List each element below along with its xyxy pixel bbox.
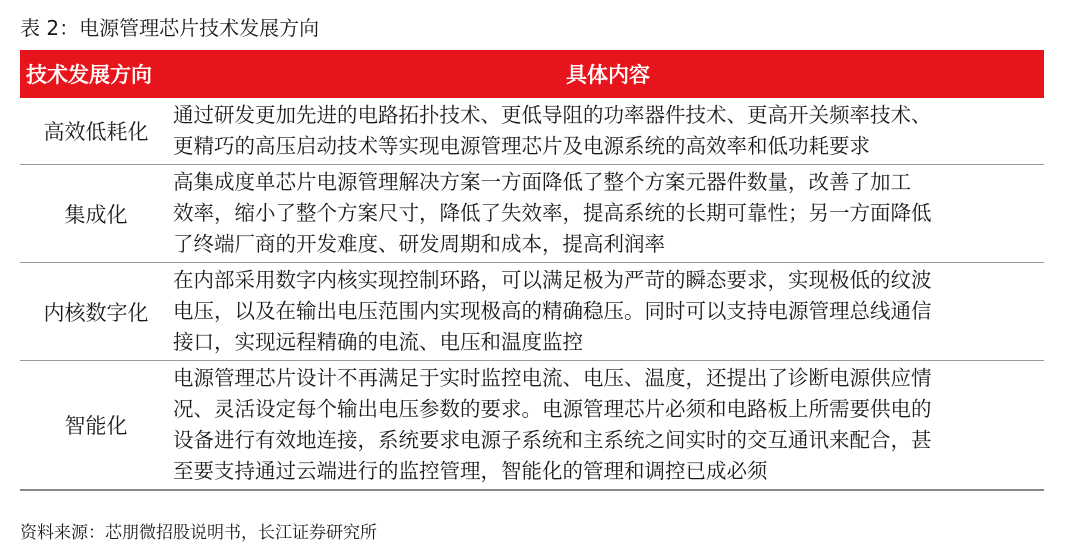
- row-direction: 内核数字化: [43, 300, 149, 325]
- table-row: [20, 165, 1044, 263]
- header-direction: 技术发展方向: [26, 63, 152, 87]
- content-line: 至要支持通过云端进行的监控管理，智能化的管理和调控已成必须: [173, 459, 768, 483]
- table-caption: 表 2：电源管理芯片技术发展方向: [20, 16, 320, 40]
- header-content: 具体内容: [566, 63, 650, 87]
- table-row: [20, 263, 1044, 361]
- table-header: [20, 50, 1044, 98]
- row-content: [172, 361, 1044, 489]
- row-content: [172, 98, 1044, 164]
- row-direction: 集成化: [64, 202, 128, 227]
- content-line: 设备进行有效地连接，系统要求电源子系统和主系统之间实时的交互通讯来配合，甚: [173, 428, 932, 452]
- table-row: [20, 98, 1044, 165]
- content-line: 通过研发更加先进的电路拓扑技术、更低导阻的功率器件技术、更高开关频率技术、: [173, 103, 932, 127]
- content-line: 况、灵活设定每个输出电压参数的要求。电源管理芯片必须和电路板上所需要供电的: [173, 397, 932, 421]
- row-direction: 高效低耗化: [43, 120, 149, 144]
- row-content: [172, 165, 1044, 262]
- content-line: 在内部采用数字内核实现控制环路，可以满足极为严苛的瞬态要求，实现极低的纹波: [173, 268, 932, 292]
- table-row: [20, 361, 1044, 491]
- row-direction: 智能化: [64, 414, 128, 438]
- content-line: 更精巧的高压启动技术等实现电源管理芯片及电源系统的高效率和低功耗要求: [173, 134, 870, 158]
- row-content: [172, 263, 1044, 360]
- tech-direction-table: [20, 50, 1044, 491]
- content-line: 效率，缩小了整个方案尺寸，降低了失效率，提高系统的长期可靠性；另一方面降低: [173, 201, 932, 225]
- content-line: 接口，实现远程精确的电流、电压和温度监控: [173, 330, 583, 354]
- content-line: 高集成度单芯片电源管理解决方案一方面降低了整个方案元器件数量，改善了加工: [173, 170, 911, 194]
- content-line: 了终端厂商的开发难度、研发周期和成本，提高利润率: [173, 232, 665, 256]
- content-line: 电压，以及在输出电压范围内实现极高的精确稳压。同时可以支持电源管理总线通信: [173, 299, 932, 323]
- source-note: 资料来源：芯朋微招股说明书，长江证券研究所: [20, 523, 377, 543]
- content-line: 电源管理芯片设计不再满足于实时监控电流、电压、温度，还提出了诊断电源供应情: [173, 366, 932, 390]
